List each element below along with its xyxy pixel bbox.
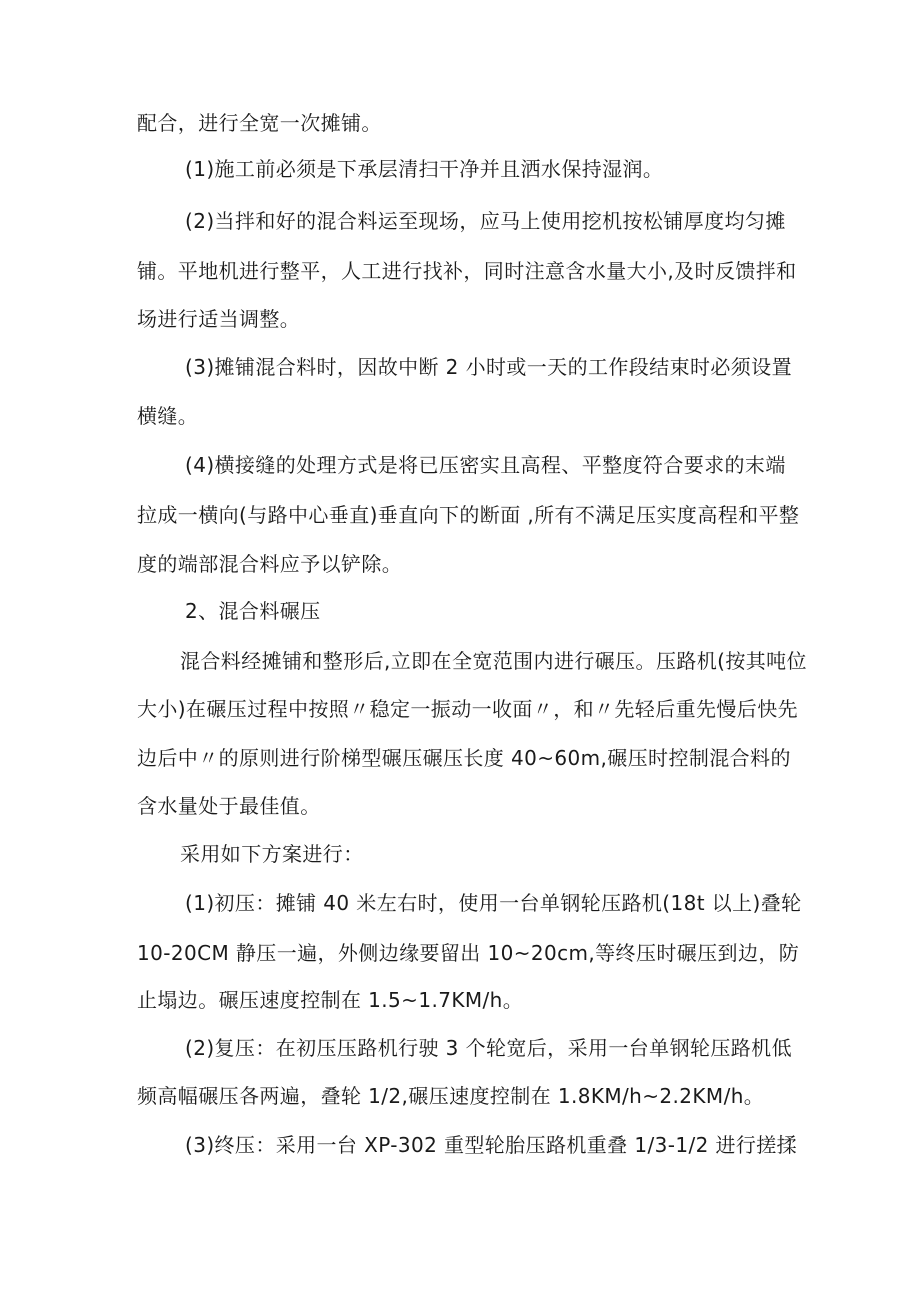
section-heading: 2、混合料碾压 [185, 599, 321, 623]
text-line: 止塌边。碾压速度控制在 1.5~1.7KM/h。 [137, 988, 524, 1012]
text-line: 铺。平地机进行整平，人工进行找补，同时注意含水量大小,及时反馈拌和 [137, 259, 797, 283]
text-line: 大小)在碾压过程中按照〃稳定一振动一收面〃，和〃先轻后重先慢后快先 [137, 697, 799, 721]
text-line: 10-20CM 静压一遍，外侧边缘要留出 10~20cm,等终压时碾压到边，防 [137, 941, 800, 965]
text-line: (2)复压：在初压压路机行驶 3 个轮宽后，采用一台单钢轮压路机低 [185, 1036, 792, 1060]
text-line: 横缝。 [137, 404, 199, 428]
text-line: (2)当拌和好的混合料运至现场，应马上使用挖机按松铺厚度均匀摊 [185, 209, 786, 233]
text-line: 场进行适当调整。 [137, 307, 301, 331]
text-line: (1)施工前必须是下承层清扫干净并且洒水保持湿润。 [185, 157, 664, 181]
text-line: (3)摊铺混合料时，因故中断 2 小时或一天的工作段结束时必须设置 [185, 355, 792, 379]
text-line: 边后中〃的原则进行阶梯型碾压碾压长度 40~60m,碾压时控制混合料的 [137, 746, 791, 770]
text-line: (4)横接缝的处理方式是将已压密实且高程、平整度符合要求的末端 [185, 453, 786, 477]
text-line: (3)终压：采用一台 XP-302 重型轮胎压路机重叠 1/3-1/2 进行搓揉 [185, 1133, 798, 1157]
text-line: 拉成一横向(与路中心垂直)垂直向下的断面 ,所有不满足压实度高程和平整 [137, 503, 800, 527]
text-line: 配合，进行全宽一次摊铺。 [137, 111, 382, 135]
text-line: 度的端部混合料应予以铲除。 [137, 552, 403, 576]
text-line: 频高幅碾压各两遍，叠轮 1/2,碾压速度控制在 1.8KM/h~2.2KM/h。 [137, 1084, 765, 1108]
text-line: (1)初压：摊铺 40 米左右时，使用一台单钢轮压路机(18t 以上)叠轮 [185, 891, 802, 915]
text-line: 采用如下方案进行： [180, 842, 364, 866]
text-line: 含水量处于最佳值。 [137, 794, 321, 818]
text-line: 混合料经摊铺和整形后,立即在全宽范围内进行碾压。压路机(按其吨位 [180, 649, 807, 673]
